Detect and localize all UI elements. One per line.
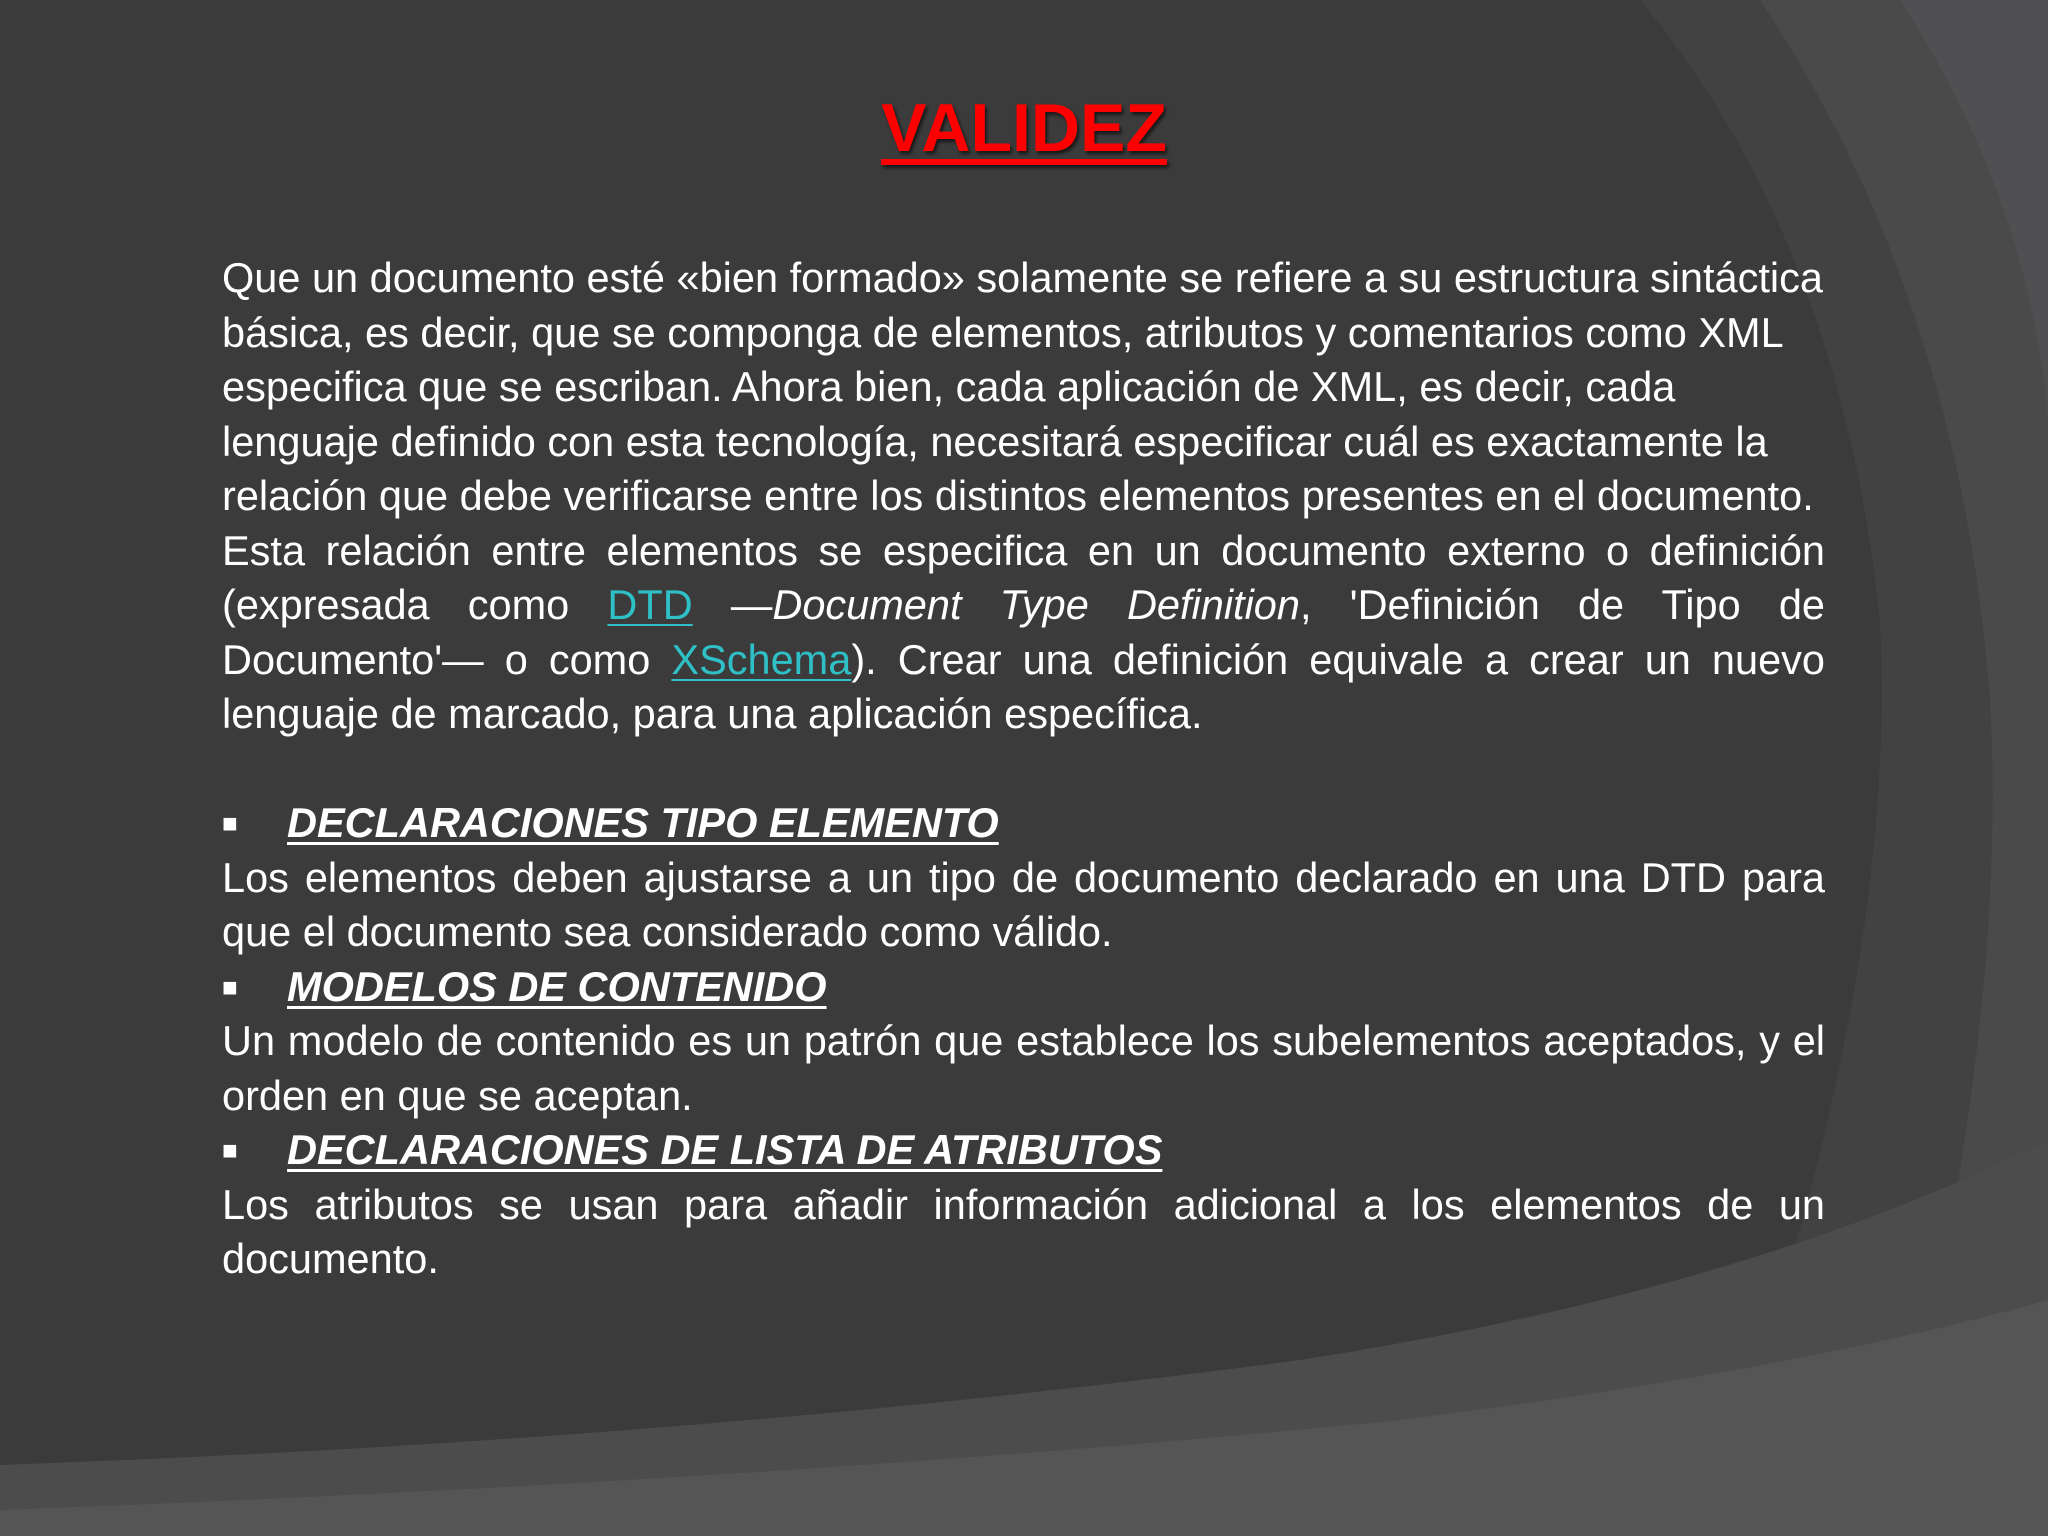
section-heading-label: MODELOS DE CONTENIDO bbox=[287, 962, 827, 1010]
bullet-icon: ■ bbox=[222, 808, 238, 838]
slide-content bbox=[222, 251, 1825, 1287]
definition-italic: Document Type Definition bbox=[772, 581, 1300, 628]
section-heading-attribute-lists bbox=[222, 1123, 1825, 1178]
section-text-attribute-lists: Los atributos se usan para añadir información adicional a los elementos de un documento. bbox=[222, 1180, 1825, 1282]
definition-text-1: Esta relación entre elementos se especifica en un documento externo o definición (expresada como bbox=[222, 526, 1825, 628]
section-text-element-declarations: Los elementos deben ajustarse a un tipo de documento declarado en una DTD para que el documento sea considerado como válido. bbox=[222, 853, 1825, 955]
slide-title: VALIDEZ bbox=[881, 90, 1167, 166]
bullet-icon: ■ bbox=[222, 1135, 238, 1165]
section-heading-content-models bbox=[222, 960, 1825, 1015]
definition-text-2: — bbox=[692, 581, 773, 628]
section-text-content-models: Un modelo de contenido es un patrón que establece los subelementos aceptados, y el orden en que se aceptan. bbox=[222, 1017, 1825, 1119]
dtd-link[interactable]: DTD bbox=[607, 581, 693, 628]
intro-paragraph: Que un documento esté «bien formado» solamente se refiere a su estructura sintáctica básica, es decir, que se componga de elementos, atributos y comentarios como XML especifica que se escriban. Ahora bien, cada aplicación de XML, es decir, cada lenguaje definido con esta tecnología, necesitará especificar cuál es exactamente la relación que debe verificarse entre los distintos elementos presentes en el documento. bbox=[222, 254, 1823, 519]
bullet-icon: ■ bbox=[222, 971, 238, 1002]
spacer bbox=[222, 742, 1825, 797]
section-heading-label: DECLARACIONES DE LISTA DE ATRIBUTOS bbox=[287, 1126, 1163, 1173]
section-heading-label: DECLARACIONES TIPO ELEMENTO bbox=[287, 799, 999, 846]
xschema-link[interactable]: XSchema bbox=[671, 635, 852, 683]
definition-paragraph bbox=[222, 524, 1825, 742]
definition-text-3: , 'Definición de Tipo de Documento'— o como bbox=[222, 581, 1825, 683]
section-heading-element-declarations bbox=[222, 796, 1825, 851]
definition-text-4: ). Crear una definición equivale a crear un nuevo lenguaje de marcado, para una aplicación específica. bbox=[222, 635, 1825, 737]
